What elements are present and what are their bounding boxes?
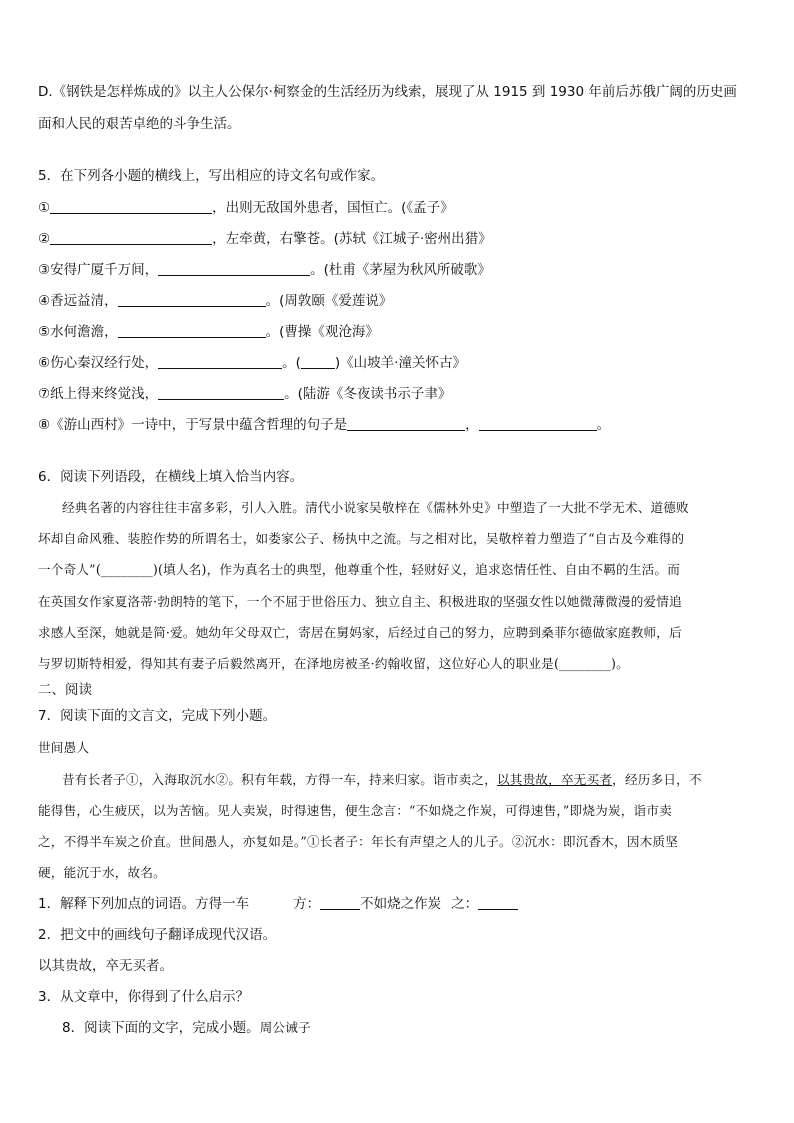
q7-sub1-phrase: 不如烧之作炭 [360, 896, 442, 912]
q5-item-4-post: 。(周敦颐《爱莲说》 [265, 293, 393, 309]
q5-item-7 [38, 384, 451, 404]
answer-blank[interactable] [118, 292, 266, 307]
q6-passage-line: 经典名著的内容往往丰富多彩，引人入胜。清代小说家吴敬梓在《儒林外史》中塑造了一大批不学无术、道德败 [62, 500, 689, 515]
q7-passage-title: 世间愚人 [38, 740, 90, 755]
q5-item-2 [38, 229, 492, 249]
q8-line [62, 1018, 311, 1038]
q5-item-6-pre: ⑥伤心秦汉经行处， [38, 355, 159, 371]
q7-sub2: 2．把文中的画线句子翻译成现代汉语。 [38, 927, 277, 943]
q5-item-4 [38, 291, 392, 311]
q5-item-7-pre: ⑦纸上得来终觉浅， [38, 386, 159, 402]
answer-blank[interactable] [320, 895, 360, 910]
answer-blank[interactable] [158, 354, 282, 369]
answer-blank[interactable] [118, 323, 266, 338]
q6-passage-line: 在英国女作家夏洛蒂·勃朗特的笔下，一个不屈于世俗压力、独立自主、积极进取的坚强女性以她微薄微漫的爱情追 [38, 594, 682, 609]
q5-item-4-pre: ④香远益清， [38, 293, 118, 309]
q6-heading: 6．阅读下列语段，在横线上填入恰当内容。 [38, 469, 304, 485]
answer-blank[interactable] [50, 199, 212, 214]
q5-item-8-mid: ， [465, 417, 479, 433]
q7-heading: 7．阅读下面的文言文，完成下列小题。 [38, 708, 277, 724]
q5-item-7-post: 。(陆游《冬夜读书示子聿》 [284, 386, 452, 402]
q6-passage-line: 求感人至深，她就是简·爱。她幼年父母双亡，寄居在舅妈家，后经过自己的努力，应聘到桑菲尔德做家庭教师，后 [38, 625, 682, 640]
q7-passage-line: 能得售，心生疲厌，以为苦恼。见人卖炭，时得速售，便生念言：“不如烧之作炭，可得速售，”即烧为炭，诣市卖 [38, 803, 672, 818]
item-d-line2: 面和人民的艰苦卓绝的斗争生活。 [38, 116, 241, 132]
q7-passage-text: 昔有长者子①，入海取沉水②。积有年载，方得一车，持来归家。诣市卖之， [62, 772, 497, 787]
q5-item-3-post: 。(杜甫《茅屋为秋风所破歌》 [310, 262, 491, 278]
q5-item-5-post: 。(曹操《观沧海》 [265, 324, 379, 340]
q5-item-1-post: ，出则无敌国外患者，国恒亡。(《孟子》 [212, 200, 454, 216]
q7-sub3: 3．从文章中，你得到了什么启示？ [38, 989, 250, 1005]
q5-item-1-pre: ① [38, 200, 51, 216]
q5-item-1 [38, 198, 454, 218]
q8-heading: 8．阅读下面的文字，完成小题。 [62, 1020, 260, 1036]
section-heading: 二、阅读 [38, 682, 92, 698]
q5-item-3 [38, 260, 491, 280]
answer-blank[interactable] [158, 261, 310, 276]
q5-item-5-pre: ⑤水何澹澹， [38, 324, 118, 340]
q7-passage-line: 硬，能沉于水，故名。 [38, 865, 166, 880]
q7-passage-text: ，经历多日，不 [612, 772, 702, 787]
q5-item-3-pre: ③安得广厦千万间， [38, 262, 159, 278]
q5-item-8 [38, 415, 610, 435]
q8-passage-title: 周公诫子 [259, 1020, 311, 1035]
q5-item-6-post: )《山坡羊·潼关怀古》 [334, 355, 466, 371]
answer-blank[interactable] [347, 416, 465, 431]
q7-sub2-answer: 以其贵故，卒无买者。 [38, 958, 173, 974]
answer-blank[interactable] [50, 230, 212, 245]
item-d-line1: D.《钢铁是怎样炼成的》以主人公保尔·柯察金的生活经历为线索，展现了从 1915 到 1930 年前后苏俄广阔的历史画 [38, 84, 737, 100]
q6-passage-line: 一个奇人”(________)(填人名)，作为真名士的典型，他尊重个性，轻财好义，追求恣情任性、自由不羁的生活。而 [38, 562, 680, 577]
q5-item-5 [38, 322, 379, 342]
answer-blank[interactable] [479, 416, 597, 431]
q7-sub1-label-zhi: 之： [451, 896, 479, 912]
q7-passage-line [62, 770, 702, 790]
q5-heading: 5．在下列各小题的横线上，写出相应的诗文名句或作家。 [38, 168, 385, 184]
author-blank[interactable] [301, 354, 335, 369]
q5-item-2-pre: ② [38, 231, 51, 247]
answer-blank[interactable] [478, 895, 518, 910]
q7-sub1 [38, 894, 518, 914]
q5-item-6 [38, 353, 466, 373]
q6-passage-line: 与罗切斯特相爱，得知其有妻子后毅然离开，在泽地房被圣·约翰收留，这位好心人的职业是(________)。 [38, 656, 629, 671]
q5-item-6-mid: 。( [282, 355, 301, 371]
underlined-sentence: 以其贵故，卒无买者 [497, 772, 613, 787]
q5-item-8-pre: ⑧《游山西村》一诗中，于写景中蕴含哲理的句子是 [38, 417, 348, 433]
answer-blank[interactable] [158, 385, 284, 400]
q5-item-8-post: 。 [596, 417, 611, 433]
q7-passage-line: 之，不得半车炭之价直。世间愚人，亦复如是。”①长者子：年长有声望之人的儿子。②沉水：即沉香木，因木质坚 [38, 834, 679, 849]
q7-sub1-label-fang: 方： [293, 896, 321, 912]
q6-passage-line: 坏却自命风雅、装腔作势的所谓名士，如娄家公子、杨执中之流。与之相对比，吴敬梓着力塑造了“自古及今难得的 [38, 531, 685, 546]
q5-item-2-post: ，左牵黄，右擎苍。(苏轼《江城子·密州出猎》 [212, 231, 492, 247]
q7-sub1-prompt: 1．解释下列加点的词语。方得一车 [38, 896, 250, 912]
